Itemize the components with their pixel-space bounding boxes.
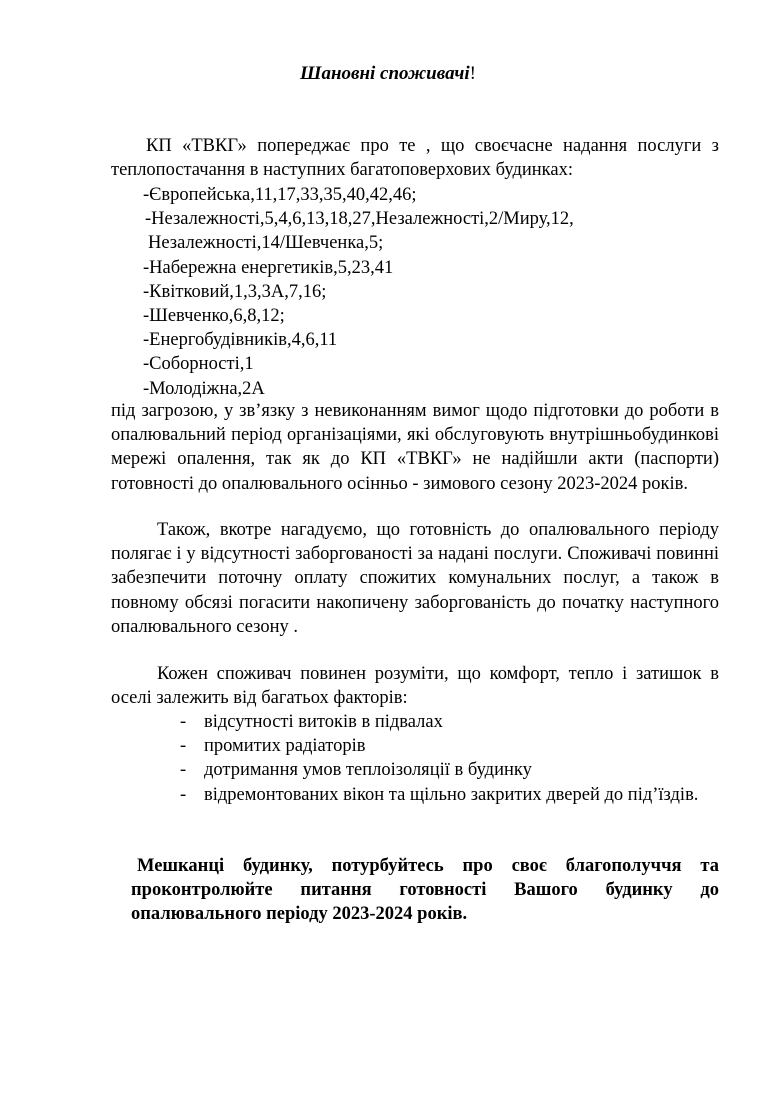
address-list xyxy=(143,183,574,401)
bullet-dash: - xyxy=(180,736,187,757)
notice-title xyxy=(0,62,776,86)
notice-title-text: Шановні споживачі xyxy=(300,63,470,84)
intro-paragraph: КП «ТВКГ» попереджає про те , що своєчасне надання послуги з теплопостачання в наступних багатоповерхових будинках: xyxy=(111,136,719,181)
factor-text: промитих радіаторів xyxy=(204,736,366,757)
closing-paragraph: Мешканці будинку, потурбуйтесь про своє благополуччя та проконтролюйте питання готовності Вашого будинку до опалювального періоду 2023-2024 років. xyxy=(131,856,719,925)
address-item: -Енергобудівників,4,6,11 xyxy=(143,330,338,351)
factor-item xyxy=(180,758,719,782)
address-item: -Шевченко,6,8,12; xyxy=(143,305,285,326)
address-item: -Соборності,1 xyxy=(143,354,254,375)
address-item: -Молодіжна,2А xyxy=(143,378,265,399)
factor-text: відсутності витоків в підвалах xyxy=(204,712,443,732)
bullet-dash: - xyxy=(180,784,187,805)
address-item: -Набережна енергетиків,5,23,41 xyxy=(143,257,394,278)
factor-text: відремонтованих вікон та щільно закритих дверей до під’їздів. xyxy=(204,784,699,805)
notice-title-punct: ! xyxy=(469,63,476,84)
factor-text: дотримання умов теплоізоляції в будинку xyxy=(204,760,532,781)
factor-item xyxy=(180,710,719,734)
factors-list xyxy=(180,710,719,807)
address-item: -Європейська,11,17,33,35,40,42,46; xyxy=(143,185,417,205)
address-item: -Незалежності,5,4,6,13,18,27,Незалежності,2/Миру,12, xyxy=(145,209,574,230)
factors-intro-paragraph: Кожен споживач повинен розуміти, що комфорт, тепло і затишок в оселі залежить від багатьох факторів: xyxy=(111,664,719,709)
address-item: -Квітковий,1,3,3А,7,16; xyxy=(143,281,327,302)
factor-item xyxy=(180,783,719,807)
address-item: Незалежності,14/Шевченка,5; xyxy=(148,233,384,254)
reminder-paragraph: Також, вкотре нагадуємо, що готовність до опалювального періоду полягає і у відсутності заборгованості за надані послуги. Споживачі повинні забезпечити поточну оплату спожитих комунальних послуг, а також в повному обсязі погасити накопичену заборгованість до початку наступного опалювального сезону . xyxy=(111,520,719,637)
factor-item xyxy=(180,734,719,758)
bullet-dash: - xyxy=(180,760,187,781)
threat-paragraph: під загрозою, у зв’язку з невиконанням вимог щодо підготовки до роботи в опалювальний період організаціями, які обслуговують внутрішньобудинкові мережі опалення, так як до КП «ТВКГ» не надійшли акти (паспорти) готовності до опалювального осінньо - зимового сезону 2023-2024 років. xyxy=(111,401,719,494)
bullet-dash: - xyxy=(180,712,187,732)
